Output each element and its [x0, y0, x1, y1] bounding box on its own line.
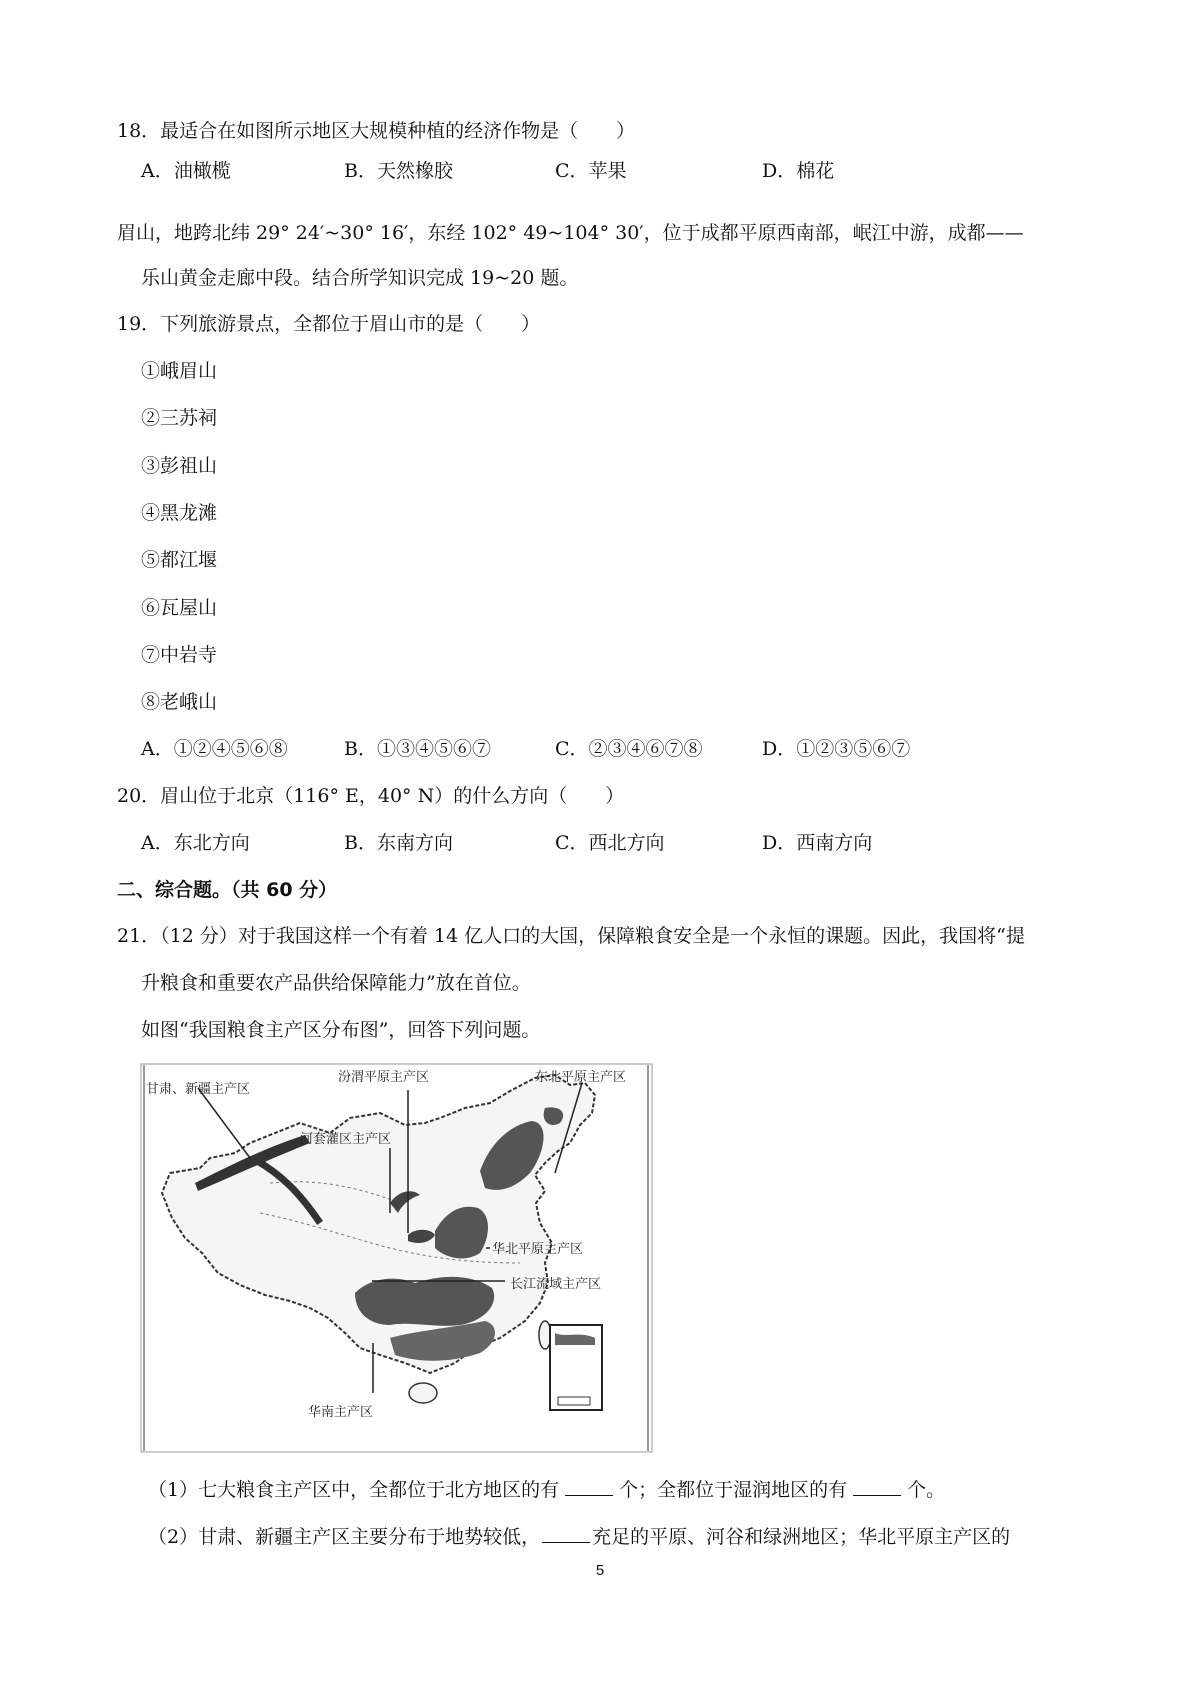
q20-option-d: D．西南方向 — [762, 832, 873, 854]
page-number: 5 — [595, 1562, 605, 1579]
q18-option-d: D．棉花 — [762, 160, 835, 182]
label-dongbei: 东北平原主产区 — [535, 1070, 627, 1085]
q19-item-4: ④黑龙滩 — [141, 502, 218, 524]
q19-item-8: ⑧老峨山 — [141, 691, 218, 713]
region-changjiang — [355, 1277, 494, 1326]
q19-item-7: ⑦中岩寺 — [141, 644, 218, 666]
q21-line-3: 如图“我国粮食主产区分布图”，回答下列问题。 — [141, 1019, 541, 1041]
q18-option-c: C．苹果 — [555, 160, 627, 182]
q19-item-2: ②三苏祠 — [141, 407, 218, 429]
q18-option-b: B．天然橡胶 — [344, 160, 453, 182]
q19-option-c: C．②③④⑥⑦⑧ — [555, 738, 703, 760]
q19-item-5: ⑤都江堰 — [141, 549, 218, 571]
q21-sub-2 — [148, 1522, 1010, 1551]
label-changjiang: 长江流域主产区 — [510, 1277, 602, 1292]
label-huabei: 华北平原主产区 — [492, 1242, 584, 1257]
q21-sub-1 — [148, 1475, 945, 1504]
q21-sub2-text-a: （2）甘肃、新疆主产区主要分布于地势较低， — [148, 1526, 541, 1548]
q20-option-b: B．东南方向 — [344, 832, 453, 854]
q19-option-d: D．①②③⑤⑥⑦ — [762, 738, 911, 760]
label-fenwei: 汾渭平原主产区 — [338, 1070, 430, 1085]
q21-sub1-text-b: 个；全都位于湿润地区的有 — [619, 1479, 848, 1501]
q18-stem: 18．最适合在如图所示地区大规模种植的经济作物是（ ） — [117, 120, 636, 142]
q20-option-c: C．西北方向 — [555, 832, 665, 854]
label-gansu-xinjiang: 甘肃、新疆主产区 — [146, 1082, 251, 1097]
section-2-title: 二、综合题。（共 60 分） — [117, 879, 338, 901]
q21-sub1-blank-2[interactable] — [853, 1475, 901, 1496]
q19-option-b: B．①③④⑤⑥⑦ — [344, 738, 491, 760]
q20-stem: 20．眉山位于北京（116° E，40° N）的什么方向（ ） — [117, 785, 625, 807]
q21-sub1-blank-1[interactable] — [565, 1475, 613, 1496]
intro-line-2: 乐山黄金走廊中段。结合所学知识完成 19~20 题。 — [141, 267, 579, 289]
q21-sub1-text-a: （1）七大粮食主产区中，全都位于北方地区的有 — [148, 1479, 560, 1501]
q19-item-3: ③彭祖山 — [141, 455, 218, 477]
q18-option-a: A．油橄榄 — [141, 160, 231, 182]
q21-sub2-text-b: 充足的平原、河谷和绿洲地区；华北平原主产区的 — [592, 1526, 1011, 1548]
q19-item-1: ①峨眉山 — [141, 360, 218, 382]
intro-line-1: 眉山，地跨北纬 29° 24′~30° 16′，东经 102° 49~104° 30′，位于成都平原西南部，岷江中游，成都—— — [117, 222, 1024, 244]
q21-line-1: 21．（12 分）对于我国这样一个有着 14 亿人口的大国，保障粮食安全是一个永恒的课题。因此，我国将“提 — [117, 925, 1025, 947]
label-hetao: 河套灌区主产区 — [300, 1132, 392, 1147]
grain-production-map — [140, 1063, 653, 1453]
q19-option-a: A．①②④⑤⑥⑧ — [141, 738, 288, 760]
q19-item-6: ⑥瓦屋山 — [141, 597, 218, 619]
label-huanan: 华南主产区 — [308, 1405, 374, 1420]
q20-option-a: A．东北方向 — [141, 832, 250, 854]
q21-sub1-text-c: 个。 — [907, 1479, 946, 1501]
q19-stem: 19．下列旅游景点，全都位于眉山市的是（ ） — [117, 313, 541, 335]
q21-sub2-blank-1[interactable] — [542, 1522, 590, 1543]
q21-line-2: 升粮食和重要农产品供给保障能力”放在首位。 — [141, 972, 531, 994]
